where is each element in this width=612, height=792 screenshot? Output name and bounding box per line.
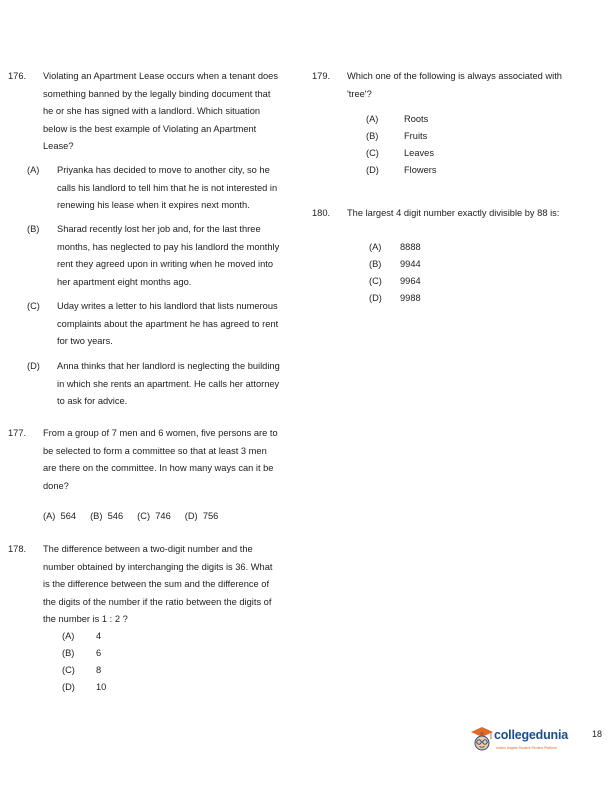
q178-stem-line: the number is 1 : 2 ? <box>43 614 128 625</box>
option-line: months, has neglected to pay his landlord the monthly <box>57 241 280 252</box>
q179-stem <box>347 68 587 103</box>
q179-option-d-letter: (D) <box>366 165 379 175</box>
q178-option-d: 10 <box>96 682 107 692</box>
q176-option-c <box>57 298 298 351</box>
q179-stem-line: Which one of the following is always associated with <box>347 71 562 81</box>
q177-option-d: (D) 756 <box>184 511 219 521</box>
q176-stem-line: Violating an Apartment Lease occurs when a tenant does <box>43 71 278 81</box>
q176-stem-line: Lease? <box>43 141 74 152</box>
q178-stem-line: number obtained by interchanging the digits is 36. What <box>43 561 273 572</box>
option-line: Priyanka has decided to move to another city, so he <box>57 165 270 175</box>
q179-option-c-letter: (C) <box>366 148 379 158</box>
q178-option-a: 4 <box>96 631 102 641</box>
q180-option-d-letter: (D) <box>369 293 382 303</box>
q178-stem-line: The difference between a two-digit number and the <box>43 544 253 554</box>
q179-number: 179. <box>312 71 331 81</box>
q176-option-c-letter: (C) <box>27 301 40 311</box>
q177-number: 177. <box>8 428 27 438</box>
q176-option-d-letter: (D) <box>27 361 40 371</box>
q179-option-a-letter: (A) <box>366 114 379 124</box>
q178-option-a-letter: (A) <box>62 631 75 641</box>
q176-stem-line: he or she has signed with a landlord. Which situation <box>43 106 261 117</box>
q176-option-d <box>57 358 298 411</box>
page-number: 18 <box>592 729 603 739</box>
q178-option-b: 6 <box>96 648 102 658</box>
q179-option-c: Leaves <box>404 148 434 158</box>
q176-stem-line: below is the best example of Violating an Apartment <box>43 123 257 134</box>
q177-stem-line: are there on the committee. In how many ways can it be <box>43 463 274 474</box>
q178-option-c: 8 <box>96 665 102 675</box>
q179-stem-line: 'tree'? <box>347 88 372 99</box>
q176-number: 176. <box>8 71 27 81</box>
q180-number: 180. <box>312 208 331 218</box>
q180-option-b: 9944 <box>400 259 421 269</box>
q177-option-b: (B) 546 <box>90 511 124 521</box>
q177-stem-line: done? <box>43 480 69 491</box>
q178-stem-line: is the difference between the sum and the difference of <box>43 579 270 590</box>
option-line: to ask for advice. <box>57 396 128 407</box>
option-line: complaints about the apartment he has agreed to rent <box>57 318 279 329</box>
q178-stem <box>43 541 298 629</box>
q176-option-a-letter: (A) <box>27 165 40 175</box>
q179-option-b: Fruits <box>404 131 428 141</box>
graduate-mascot-icon <box>470 725 494 753</box>
q178-option-c-letter: (C) <box>62 665 75 675</box>
option-line: renewing his lease when it expires next month. <box>57 200 250 211</box>
q177-option-c: (C) 746 <box>137 511 171 521</box>
q180-option-a: 8888 <box>400 242 421 252</box>
option-line: calls his landlord to tell him that he is not interested in <box>57 182 278 193</box>
option-line: her apartment eight months ago. <box>57 276 192 287</box>
q176-stem-line: something banned by the legally binding document that <box>43 88 271 99</box>
option-line: Sharad recently lost her job and, for the last three <box>57 224 261 234</box>
q178-number: 178. <box>8 544 27 554</box>
q178-stem-line: the digits of the number if the ratio between the digits of <box>43 596 272 607</box>
q176-option-b <box>57 221 298 291</box>
q179-option-a: Roots <box>404 114 429 124</box>
q180-option-c: 9964 <box>400 276 421 286</box>
q176-option-b-letter: (B) <box>27 224 40 234</box>
option-line: rent they agreed upon in writing when he moved into <box>57 259 274 270</box>
q177-option-a: (A) 564 <box>43 511 77 521</box>
option-line: Anna thinks that her landlord is neglecting the building <box>57 361 280 371</box>
q176-option-a <box>57 162 298 215</box>
q179-option-b-letter: (B) <box>366 131 379 141</box>
q180-option-c-letter: (C) <box>369 276 382 286</box>
q180-option-a-letter: (A) <box>369 242 382 252</box>
q178-option-d-letter: (D) <box>62 682 75 692</box>
q180-stem <box>347 205 597 223</box>
q180-option-d: 9988 <box>400 293 421 303</box>
q180-option-b-letter: (B) <box>369 259 382 269</box>
q177-stem-line: be selected to form a committee so that at least 3 men <box>43 445 267 456</box>
option-line: for two years. <box>57 336 113 347</box>
option-line: Uday writes a letter to his landlord that lists numerous <box>57 301 278 311</box>
q177-stem-line: From a group of 7 men and 6 women, five persons are to <box>43 428 278 438</box>
q180-stem-line: The largest 4 digit number exactly divisible by 88 is: <box>347 208 560 218</box>
q177-stem <box>43 425 298 495</box>
option-line: in which she rents an apartment. He calls her attorney <box>57 378 280 389</box>
collegedunia-logo <box>470 725 582 759</box>
q178-option-b-letter: (B) <box>62 648 75 658</box>
q176-stem <box>43 68 298 156</box>
brand-name: collegedunia <box>494 728 569 742</box>
brand-tagline: India's largest Student Review Platform <box>496 746 557 750</box>
q177-options <box>43 508 232 526</box>
q179-option-d: Flowers <box>404 165 437 175</box>
